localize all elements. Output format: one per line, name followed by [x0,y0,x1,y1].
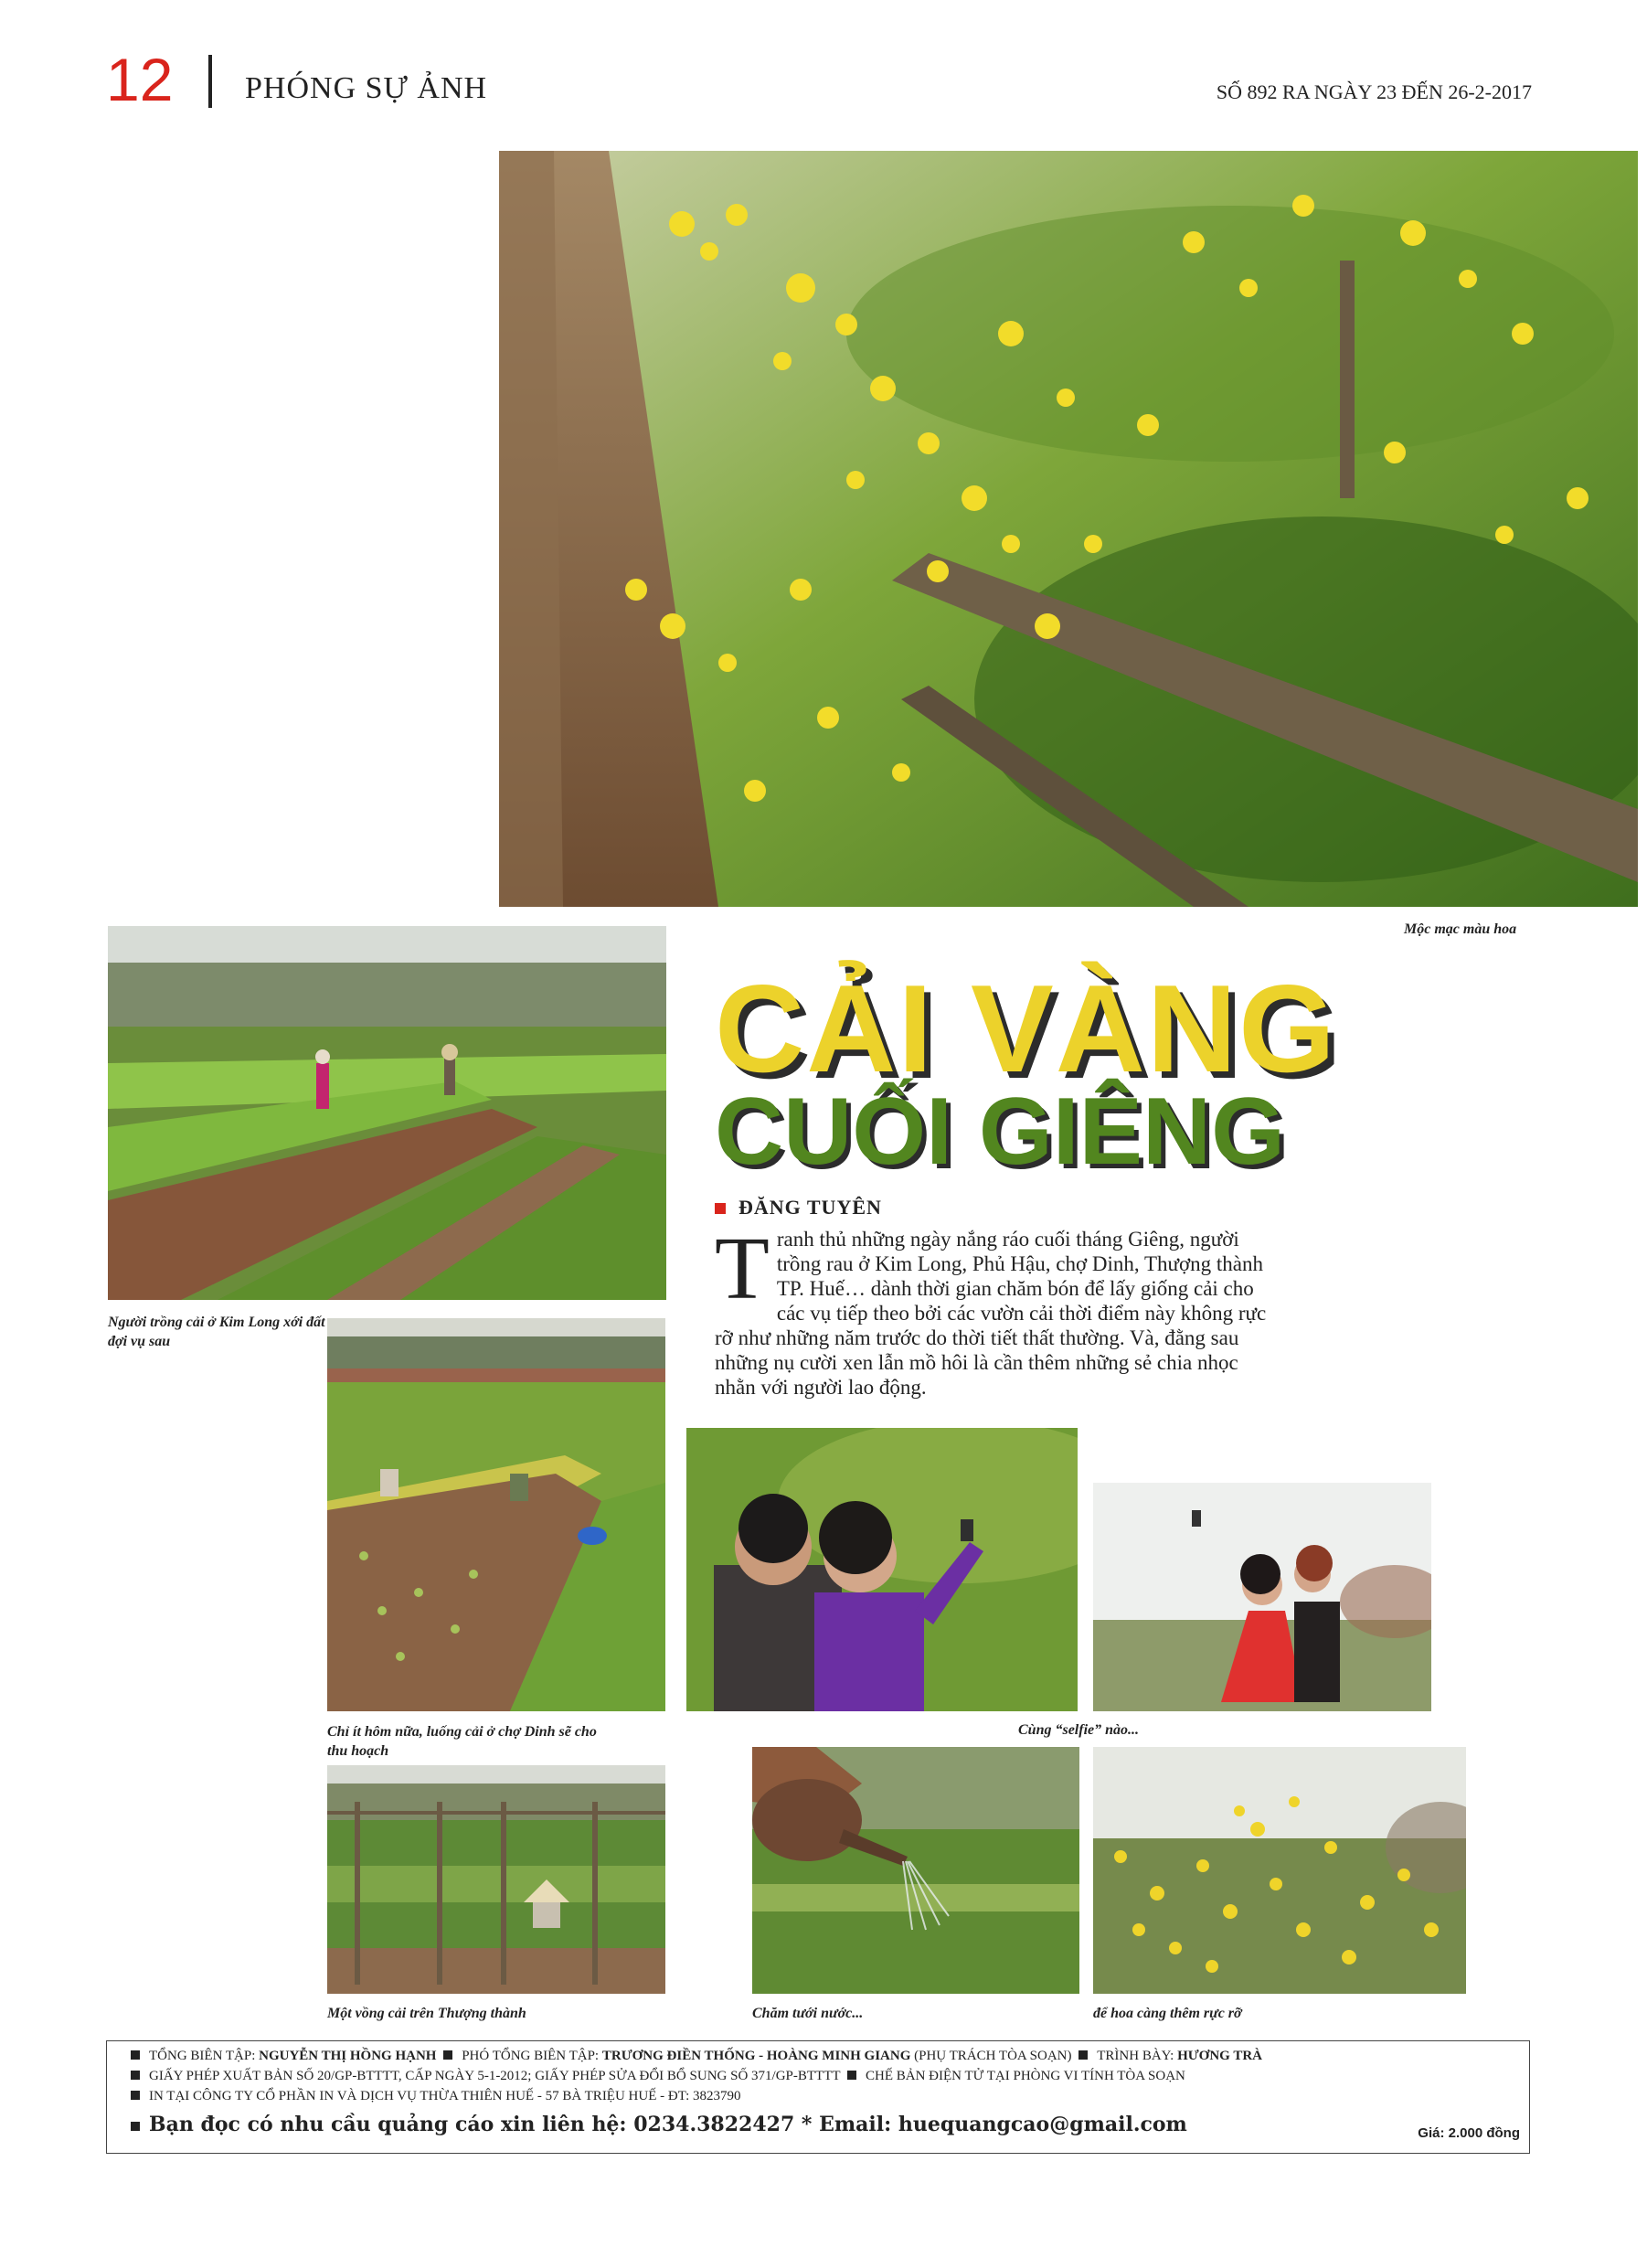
photo-kimlong-farmers [108,926,666,1300]
caption-kimlong: Người trồng cải ở Kim Long xới đất đợi vụ sau [108,1315,325,1349]
header-divider [208,55,212,108]
issue-info: SỐ 892 RA NGÀY 23 ĐẾN 26-2-2017 [1216,80,1532,103]
article-title-line1: CẢI VÀNG [715,959,1337,1098]
photo-chodinh-planting [327,1318,665,1711]
photo-children-selfie [686,1428,1078,1711]
caption-selfie: Cùng “selfie” nào... [1018,1722,1140,1738]
drop-cap: T [715,1219,770,1318]
footer-license-line: GIẤY PHÉP XUẤT BẢN SỐ 20/GP-BTTTT, CẤP NGÀY 5-1-2012; GIẤY PHÉP SỬA ĐỔI BỔ SUNG SỐ 371/GP-BTTTT CHẾ BẢN ĐIỆN TỬ TẠI PHÒNG VI TÍNH TÒA SOẠN [131,2069,1185,2084]
caption-flowers: để hoa càng thêm rực rỡ [1093,2006,1242,2021]
bullet-square [131,2122,140,2131]
caption-thuongthanh: Một vồng cải trên Thượng thành [327,2006,526,2021]
article-lead [715,1219,1281,1400]
price-tag: Giá: 2.000 đồng [1418,2125,1520,2141]
masthead-footer [106,2040,1530,2154]
bullet-square [847,2071,856,2080]
byline-marker [715,1203,726,1214]
photo-watering [752,1747,1079,1994]
lead-text: ranh thủ những ngày nắng ráo cuối tháng Giêng, người trồng rau ở Kim Long, Phủ Hậu, chợ Dinh, Thượng thành TP. Huế… dành thời gian chăm bón để lấy giống cải cho các vụ tiếp theo bởi các vườn cải thời điểm này không rực rỡ như những năm trước do thời tiết thất thường. Và, đằng sau những nụ cười xen lẫn mồ hôi là cần thêm những sẻ chia nhọc nhằn với người lao động. [715,1228,1267,1399]
bullet-square [131,2050,140,2060]
caption-watering: Chăm tưới nước... [752,2006,864,2021]
main-photo-mustard-flowers [499,151,1638,907]
bullet-square [1079,2050,1088,2060]
article-title-line2: CUỐI GIÊNG [715,1079,1286,1185]
caption-main-photo: Mộc mạc màu hoa [1404,921,1517,937]
caption-chodinh: Chỉ ít hôm nữa, luống cải ở chợ Dinh sẽ cho thu hoạch [327,1724,597,1759]
bullet-square [443,2050,452,2060]
byline [715,1196,882,1219]
footer-printer-line: IN TẠI CÔNG TY CỔ PHẦN IN VÀ DỊCH VỤ THỪA THIÊN HUẾ - 57 BÀ TRIỆU HUẾ - ĐT: 3823790 [131,2089,741,2104]
editor-name: NGUYỄN THỊ HỒNG HẠNH [259,2049,437,2063]
page-number: 12 [106,46,174,113]
section-title: PHÓNG SỰ ẢNH [245,71,488,105]
footer-ad-contact: Bạn đọc có nhu cầu quảng cáo xin liên hệ: 0234.3822427 * Email: huequangcao@gmail.com [131,2113,1187,2136]
bullet-square [131,2091,140,2100]
deputy-names: TRƯƠNG ĐIỀN THỐNG - HOÀNG MINH GIANG [601,2049,911,2063]
photo-women-selfie [1093,1483,1431,1711]
layout-name: HƯƠNG TRÀ [1177,2049,1262,2063]
photo-thuongthanh-garden [327,1765,665,1994]
photo-flowers [1093,1747,1466,1994]
byline-author: ĐĂNG TUYÊN [738,1196,882,1219]
footer-staff-line: TỔNG BIÊN TẬP: NGUYỄN THỊ HỒNG HẠNH PHÓ TỔNG BIÊN TẬP: TRƯƠNG ĐIỀN THỐNG - HOÀNG MINH GIANG (PHỤ TRÁCH TÒA SOẠN) TRÌNH BÀY: HƯƠNG TRÀ [131,2049,1262,2064]
bullet-square [131,2071,140,2080]
